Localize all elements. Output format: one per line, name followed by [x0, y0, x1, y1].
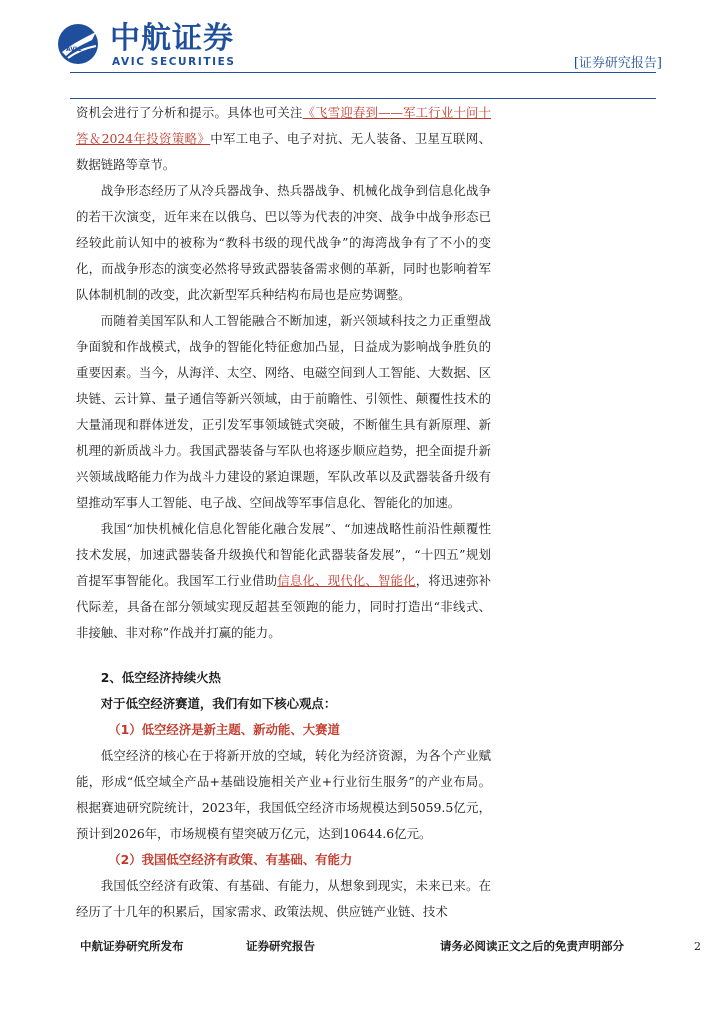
report-reference-link[interactable]: 《飞雪迎春到——军工行业十问十答＆2024年投资策略》	[76, 105, 492, 146]
footer-publisher: 中航证券研究所发布	[80, 939, 184, 953]
logo-english-name: AVIC SECURITIES	[112, 56, 236, 68]
paragraph-ai-military: 而随着美国军队和人工智能融合不断加速，新兴领域科技之力正重塑战争面貌和作战模式，战争的智能化特征愈加凸显，日益成为影响战争胜负的重要因素。当今，从海洋、太空、网络、电磁空间到人工智能、大数据、区块链、云计算、量子通信等新兴领域，由于前瞻性、引领性、颠覆性技术的大量涌现和群体迸发，正引发军事领域链式突破，不断催生具有新原理、新机理的新质战斗力。我国武器装备与军队也将逐步顺应趋势，把全面提升新兴领域战略能力作为战斗力建设的紧迫课题，军队改革以及武器装备升级有望推动军事人工智能、电子战、空间战等军事信息化、智能化的加速。	[76, 313, 491, 510]
logo-chinese-name: 中航证券	[110, 21, 234, 56]
header-divider-secondary	[70, 98, 656, 99]
section-heading: 2、低空经济持续火热	[100, 670, 221, 685]
subheading-policy-foundation: （2）我国低空经济有政策、有基础、有能力	[108, 852, 353, 867]
core-views-intro: 对于低空经济赛道，我们有如下核心观点：	[100, 696, 337, 711]
page-number: 2	[694, 940, 701, 953]
header-divider	[70, 72, 656, 73]
article-body	[76, 100, 491, 925]
section-spacer	[76, 646, 491, 665]
avic-plane-logo-icon	[56, 22, 100, 66]
paragraph-continuation: 资机会进行了分析和提示。具体也可关注《飞雪迎春到——军工行业十问十答＆2024年投资策略》中军工电子、电子对抗、无人装备、卫星互联网、数据链路等章节。	[76, 105, 492, 172]
report-type-tag: [证券研究报告]	[573, 56, 662, 71]
page-header	[0, 0, 724, 100]
paragraph-low-altitude-policy: 我国低空经济有政策、有基础、有能力，从想象到现实，未来已来。在经历了十几年的积累后，国家需求、政策法规、供应链产业链、技术	[76, 878, 491, 919]
paragraph-low-altitude-core: 低空经济的核心在于将新开放的空域，转化为经济资源，为各个产业赋能，形成“低空域全产品+基础设施相关产业+行业衍生服务”的产业布局。根据赛迪研究院统计，2023年，我国低空经济市场规模达到5059.5亿元，预计到2026年，市场规模有望突破万亿元，达到10644.6亿元。	[76, 748, 491, 841]
paragraph-military-intelligence: 我国“加快机械化信息化智能化融合发展”、“加速战略性前沿性颠覆性技术发展，加速武器装备升级换代和智能化武器装备发展”，“十四五”规划首提军事智能化。我国军工行业借助信息化、现代化、智能化，将迅速弥补代际差，具备在部分领域实现反超甚至领跑的能力，同时打造出“非线式、非接触、非对称”作战并打赢的能力。	[76, 521, 492, 640]
page-footer	[0, 930, 724, 970]
svg-text:AVIC: AVIC	[66, 46, 82, 53]
avic-logo	[56, 22, 256, 72]
highlight-informatization: 信息化、现代化、智能化	[277, 573, 416, 588]
footer-report-type: 证券研究报告	[246, 939, 315, 953]
paragraph-war-forms: 战争形态经历了从冷兵器战争、热兵器战争、机械化战争到信息化战争的若干次演变，近年来在以俄乌、巴以等为代表的冲突、战争中战争形态已经较此前认知中的被称为“教科书级的现代战争”的海湾战争有了不小的变化，而战争形态的演变必然将导致武器装备需求侧的革新，同时也影响着军队体制机制的改变，此次新型军兵种结构布局也是应势调整。	[76, 183, 491, 302]
footer-disclaimer: 请务必阅读正文之后的免责声明部分	[440, 939, 624, 953]
subheading-new-theme: （1）低空经济是新主题、新动能、大赛道	[108, 722, 340, 737]
